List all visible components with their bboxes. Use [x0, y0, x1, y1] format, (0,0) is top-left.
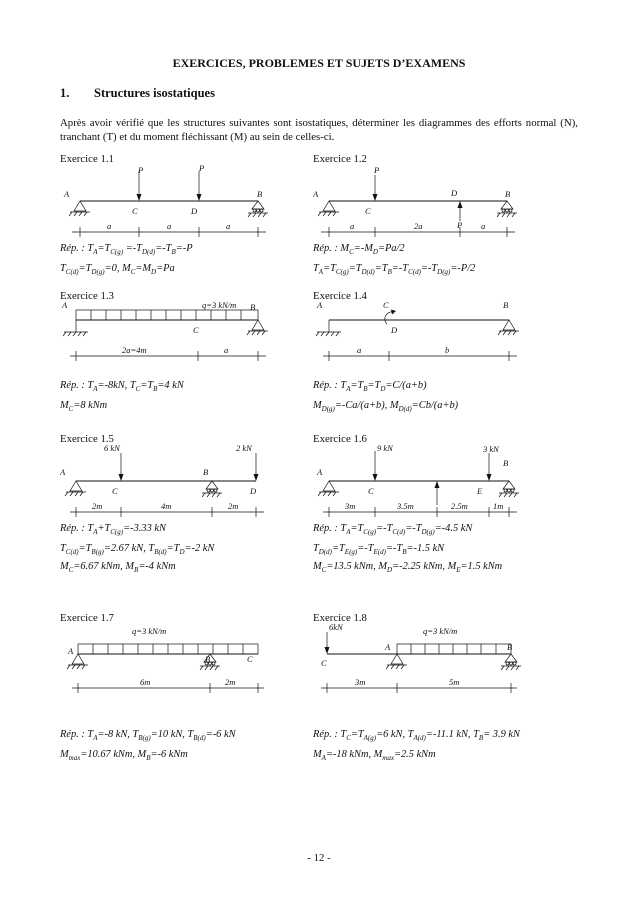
exercise-title: Exercice 1.8	[313, 612, 367, 624]
exercise-1-7	[60, 612, 310, 763]
dimension-label: b	[445, 345, 450, 355]
moment-label: C	[383, 302, 389, 310]
load-label: q=3 kN/m	[202, 302, 237, 310]
exercise-title: Exercice 1.7	[60, 612, 114, 624]
node-label: D	[250, 486, 257, 496]
load-label: P	[199, 165, 205, 173]
load-label: P	[138, 165, 144, 175]
node-label: B	[503, 458, 509, 468]
dimension-label: a	[357, 345, 362, 355]
beam-diagram-1-5	[60, 445, 310, 520]
answer-line-2: $M_A=-18$ kNm, $M_{max}=2.5$ kNm	[313, 749, 436, 763]
answer-line-2: $M_C=8$ kNm	[60, 400, 108, 414]
load-label: 3 kN	[483, 445, 499, 454]
node-label: A	[385, 642, 391, 652]
node-label: C	[132, 206, 138, 216]
load-label: 6kN	[329, 624, 343, 632]
node-label: C	[321, 658, 327, 668]
beam-diagram-1-6	[313, 445, 563, 520]
beam-diagram-1-2	[313, 165, 563, 240]
dimension-label: a	[481, 221, 486, 231]
dimension-label: a	[226, 221, 231, 231]
exercise-1-6	[313, 433, 563, 575]
node-label: B	[203, 467, 209, 477]
dimension-label: a	[224, 345, 229, 355]
node-label: C	[247, 654, 253, 664]
dimension-label: 2.5m	[451, 501, 468, 511]
answer-line-1: Rép. : $T_A=T_B=T_D=C/(a+b)$	[313, 380, 427, 394]
exercise-1-4	[313, 290, 563, 427]
node-label: B	[503, 302, 509, 310]
beam-diagram-1-1	[60, 165, 310, 240]
answer-line-1: Rép. : $M_C=-M_D=Pa/2$	[313, 243, 405, 257]
beam-diagram-1-8	[313, 624, 563, 699]
dimension-label: a	[167, 221, 172, 231]
exercise-title: Exercice 1.2	[313, 153, 367, 165]
page-title: EXERCICES, PROBLEMES ET SUJETS D’EXAMENS	[172, 56, 466, 70]
beam-diagram-1-3	[60, 302, 310, 377]
answer-line-1: Rép. : $T_C=T_{A(g)}=6$ kN, $T_{A(d)}=-11.1$ kN, $T_B= 3.9$ kN	[313, 729, 520, 743]
node-label: B	[250, 302, 256, 312]
node-label: A	[60, 467, 66, 477]
dimension-label: 5m	[449, 677, 460, 687]
beam-diagram-1-7	[60, 624, 310, 699]
answer-line-1: Rép. : $T_A=T_{C(g)}=-T_{C(d)}=-T_{D(g)}=-4.5$ kN	[313, 523, 473, 537]
answer-line-3: $M_C=13.5$ kNm, $M_D=-2.25$ kNm, $M_E=1.5$ kNm	[313, 561, 503, 575]
answer-line-2: $T_A=T_{C(g)}=T_{D(d)}=T_B=-T_{C(d)}=-T_{D(g)}=-P/2$	[313, 263, 476, 277]
node-label: E	[477, 486, 483, 496]
node-label: D	[451, 188, 458, 198]
answer-line-3: $M_C=6.67$ kNm, $M_B=-4$ kNm	[60, 561, 176, 575]
node-label: C	[368, 486, 374, 496]
dimension-label: 2m	[228, 501, 239, 511]
answer-line-2: $M_{max}=10.67$ kNm, $M_B=-6$ kNm	[60, 749, 188, 763]
answer-line-2: $M_{D(g)}=-Ca/(a+b)$, $M_{D(d)}=Cb/(a+b)$	[313, 400, 459, 414]
exercise-title: Exercice 1.5	[60, 433, 114, 445]
node-label: A	[68, 646, 74, 656]
intro-paragraph: Après avoir vérifié que les structures suivantes sont isostatiques, déterminer les diagrammes des efforts normal (N), tranchant (T) et du moment fléchissant (M) au sein de celles-ci.	[60, 117, 578, 143]
load-label: P	[457, 220, 463, 230]
node-label: A	[62, 302, 68, 310]
exercise-1-5	[60, 433, 310, 575]
dimension-label: 2a	[414, 221, 423, 231]
page-number: - 12 -	[307, 852, 331, 864]
answer-line-1: Rép. : $T_A=-8kN$, $T_C=T_B=4$ kN	[60, 380, 184, 394]
beam-diagram-1-4	[313, 302, 563, 377]
dimension-label: 2m	[92, 501, 103, 511]
load-label: P	[374, 165, 380, 175]
exercise-1-8	[313, 612, 563, 763]
exercise-title: Exercice 1.1	[60, 153, 114, 165]
node-label: C	[365, 206, 371, 216]
answer-line-2: $T_{C(d)}=T_{B(g)}=2.67$ kN, $T_{B(d)}=T_D=-2$ kN	[60, 543, 215, 557]
exercise-title: Exercice 1.6	[313, 433, 367, 445]
node-label: D	[391, 325, 398, 335]
dimension-label: 4m	[161, 501, 172, 511]
node-label: A	[64, 189, 70, 199]
node-label: D	[191, 206, 198, 216]
dimension-label: 2a=4m	[122, 345, 147, 355]
node-label: C	[112, 486, 118, 496]
exercise-1-2	[313, 153, 563, 290]
node-label: B	[507, 642, 513, 652]
node-label: B	[505, 189, 511, 199]
exercise-1-1	[60, 153, 310, 290]
node-label: A	[313, 189, 319, 199]
load-label: q=3 kN/m	[423, 626, 458, 636]
load-label: 6 kN	[104, 445, 120, 453]
dimension-label: 1m	[493, 501, 504, 511]
load-label: 9 kN	[377, 445, 393, 453]
answer-line-2: $T_{D(d)}=T_{E(g)}=-T_{E(d)}=-T_B=-1.5$ kN	[313, 543, 445, 557]
node-label: A	[317, 467, 323, 477]
answer-line-2: $T_{C(d)}=T_{D(g)}=0$, $M_C=M_D=Pa$	[60, 263, 175, 277]
answer-line-1: Rép. : $T_A+T_{C(g)}=-3.33$ kN	[60, 523, 166, 537]
load-label: 2 kN	[236, 445, 252, 453]
dimension-label: 3m	[345, 501, 356, 511]
dimension-label: a	[107, 221, 112, 231]
load-label: q=3 kN/m	[132, 626, 167, 636]
dimension-label: 3m	[355, 677, 366, 687]
exercise-1-3	[60, 290, 310, 427]
dimension-label: 3.5m	[397, 501, 414, 511]
node-label: A	[317, 302, 323, 310]
section-number: 1.	[60, 86, 70, 100]
dimension-label: 6m	[140, 677, 151, 687]
section-title: Structures isostatiques	[94, 86, 215, 100]
exercise-title: Exercice 1.4	[313, 290, 367, 302]
node-label: C	[193, 325, 199, 335]
answer-line-1: Rép. : $T_A=-8$ kN, $T_{B(g)}=10$ kN, $T_{B(d)}=-6$ kN	[60, 729, 236, 743]
dimension-label: a	[350, 221, 355, 231]
section-heading	[60, 86, 215, 101]
answer-line-1: Rép. : $T_A=T_{C(g)} =-T_{D(d)}=-T_B=-P$	[60, 243, 193, 257]
node-label: B	[257, 189, 263, 199]
dimension-label: 2m	[225, 677, 236, 687]
exercise-title: Exercice 1.3	[60, 290, 114, 302]
node-label: B	[205, 654, 211, 664]
